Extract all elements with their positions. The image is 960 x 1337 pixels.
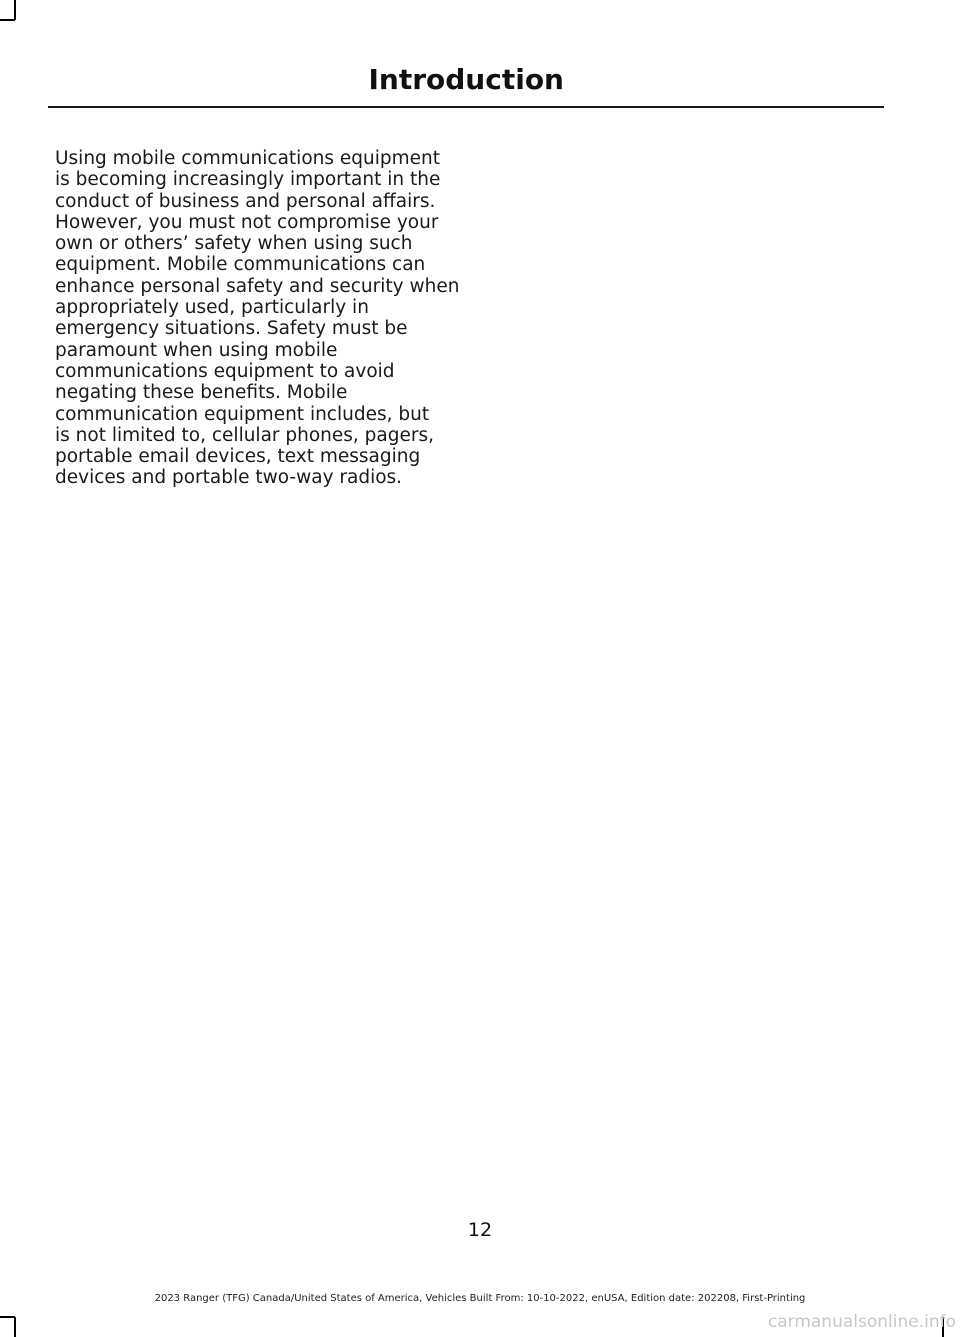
watermark: carmanualsonline.info	[767, 1312, 956, 1332]
body-line: appropriately used, particularly in	[55, 297, 369, 319]
page-number: 12	[467, 1219, 493, 1241]
crop-mark-bottom-left-horizontal	[0, 1316, 15, 1318]
crop-mark-top-left-horizontal	[0, 19, 15, 21]
header-rule	[48, 106, 884, 108]
body-line: enhance personal safety and security when	[55, 275, 460, 297]
body-line: paramount when using mobile	[55, 339, 338, 361]
body-line: communications equipment to avoid	[55, 360, 395, 382]
body-line: devices and portable two-way radios.	[55, 467, 403, 489]
body-line: Using mobile communications equipment	[55, 148, 440, 169]
body-line: is not limited to, cellular phones, pagers,	[55, 424, 435, 446]
body-line: emergency situations. Safety must be	[55, 318, 408, 340]
body-line: communication equipment includes, but	[55, 403, 430, 425]
footer-edition-info: 2023 Ranger (TFG) Canada/United States of America, Vehicles Built From: 10-10-2022, enUSA, Edition date: 202208, First-Printing	[154, 1293, 806, 1304]
body-line: conduct of business and personal affairs.	[55, 190, 436, 212]
body-line: equipment. Mobile communications can	[55, 254, 426, 276]
body-paragraph	[55, 148, 460, 489]
body-line: own or others’ safety when using such	[55, 233, 413, 255]
crop-mark-top-left-vertical	[14, 0, 16, 20]
page-title: Introduction	[368, 63, 564, 96]
body-line: portable email devices, text messaging	[55, 446, 421, 468]
crop-mark-bottom-left-vertical	[14, 1317, 16, 1337]
page-header	[48, 58, 884, 108]
body-line: However, you must not compromise your	[55, 211, 439, 233]
body-line: is becoming increasingly important in the	[55, 169, 441, 191]
body-line: negating these benefits. Mobile	[55, 382, 348, 404]
